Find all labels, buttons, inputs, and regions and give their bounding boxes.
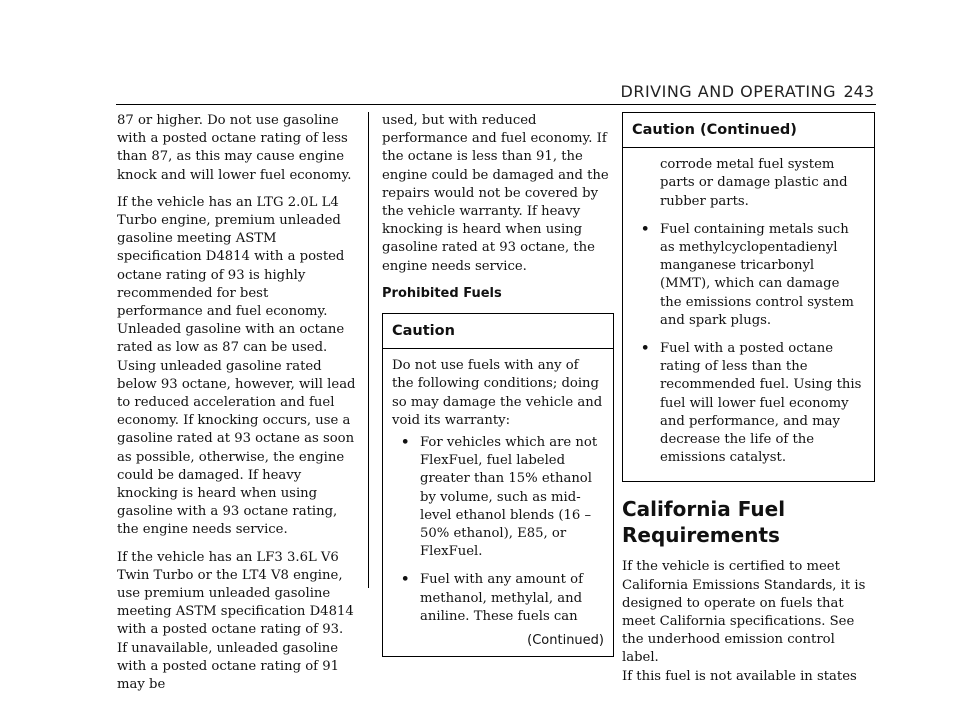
bullet-icon: • [401, 572, 410, 588]
list-item-continued [632, 156, 865, 211]
list-item [392, 571, 604, 626]
column-divider [368, 112, 369, 588]
paragraph: If unavailable, unleaded gasoline with a posted octane rating of 91 may be [117, 640, 340, 693]
caution-body [383, 349, 613, 656]
list-item [632, 340, 865, 467]
subheading-prohibited-fuels: Prohibited Fuels [382, 285, 502, 301]
paragraph: If this fuel is not available in states [622, 668, 857, 684]
caution-list [632, 156, 865, 467]
paragraph: If the vehicle is certified to meet California Emissions Standards, it is designed to operate on fuels that meet California specifications. See the underhood emission control label. [622, 559, 866, 666]
list-item [632, 221, 865, 330]
list-item-text: corrode metal fuel system parts or damage plastic and rubber parts. [660, 157, 848, 209]
list-item [392, 434, 604, 561]
bullet-icon: • [641, 221, 650, 237]
bullet-icon: • [401, 435, 410, 451]
caution-title: Caution [383, 314, 613, 349]
list-item-text: Fuel with a posted octane rating of less than the recommended fuel. Using this fuel will lower fuel economy and performance, and may decrease the life of the emissions catalyst. [660, 341, 862, 466]
caution-box [382, 313, 614, 657]
page-header [0, 82, 960, 106]
header-rule [116, 104, 876, 105]
caution-intro: Do not use fuels with any of the following conditions; doing so may damage the vehicle and void its warranty: [392, 358, 603, 428]
paragraph: 87 or higher. Do not use gasoline with a posted octane rating of less than 87, as this may cause engine knock and will lower fuel economy. [117, 113, 352, 183]
paragraph: If the vehicle has an LTG 2.0L L4 Turbo engine, premium unleaded gasoline meeting ASTM specification D4814 with a posted octane rating of 93 is highly recommended for best performance and fuel economy. Unleaded gasoline with an octane rated as low as 87 can be used. Using unleaded gasoline rated below 93 octane, however, will lead to reduced acceleration and fuel economy. If knocking occurs, use a gasoline rated at 93 octane as soon as possible, otherwise, the engine could be damaged. If heavy knocking is heard when using gasoline with a 93 octane rating, the engine needs service. [117, 194, 356, 538]
continued-label: (Continued) [527, 633, 604, 649]
caution-list [392, 434, 604, 626]
bullet-icon: • [641, 341, 650, 357]
column-middle [382, 112, 614, 657]
paragraph: used, but with reduced performance and fuel economy. If the octane is less than 91, the engine could be damaged and the repairs would not be covered by the vehicle warranty. If heavy knocking is heard when using gasoline rated at 93 octane, the engine needs service. [382, 113, 609, 274]
heading-california-fuel: California Fuel Requirements [622, 497, 786, 548]
list-item-text: For vehicles which are not FlexFuel, fuel labeled greater than 15% ethanol by volume, such as mid-level ethanol blends (16 – 50% ethanol), E85, or FlexFuel. [420, 435, 598, 560]
caution-title: Caution (Continued) [623, 113, 874, 148]
list-item-text: Fuel containing metals such as methylcyclopentadienyl manganese tricarbonyl (MMT), which can damage the emissions control system and spark plugs. [660, 221, 854, 328]
caution-box-continued [622, 112, 875, 482]
paragraph: If the vehicle has an LF3 3.6L V6 Twin Turbo or the LT4 V8 engine, use premium unleaded gasoline meeting ASTM specification D4814 with a posted octane rating of 93. [117, 549, 354, 638]
list-item-text: Fuel with any amount of methanol, methylal, and aniline. These fuels can [420, 572, 583, 624]
section-title: DRIVING AND OPERATING [620, 82, 836, 101]
caution-body [623, 148, 874, 481]
page-number: 243 [843, 82, 874, 101]
column-right [622, 112, 875, 695]
column-left [117, 112, 357, 703]
